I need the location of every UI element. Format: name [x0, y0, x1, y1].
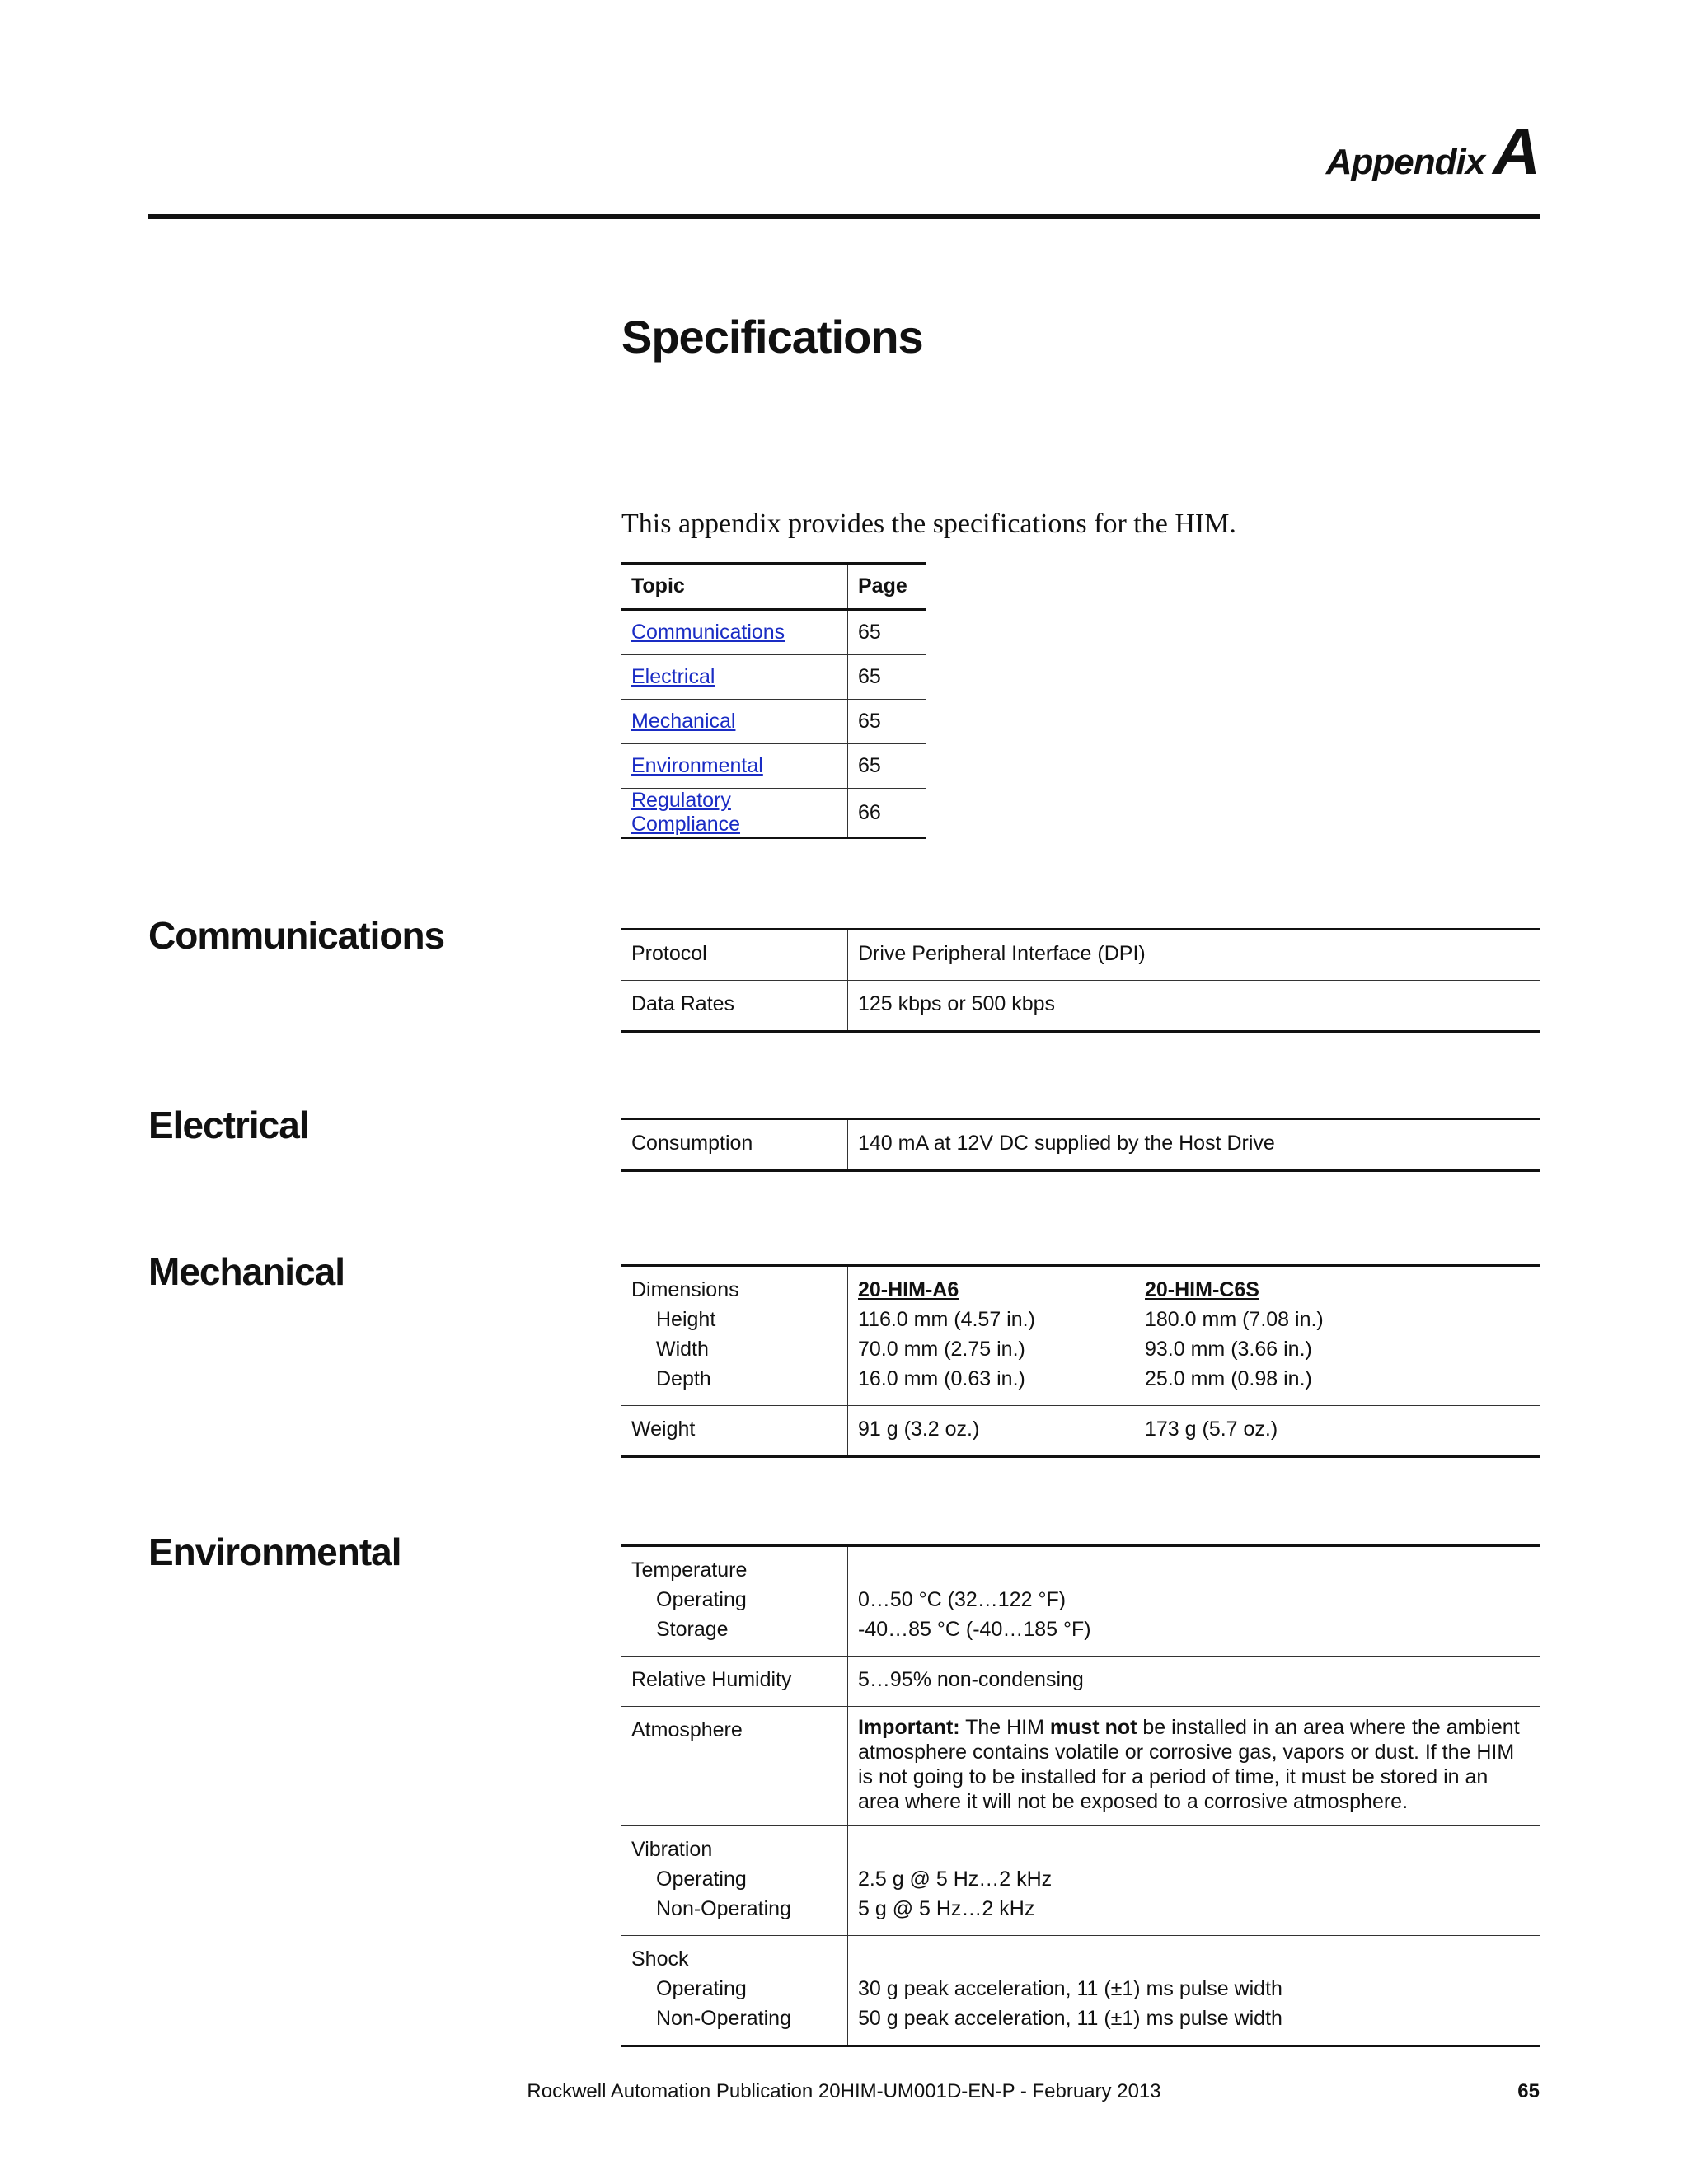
model-a-header: 20-HIM-A6: [858, 1278, 959, 1301]
table-row: [621, 1826, 1540, 1936]
spec-label: Consumption: [621, 1119, 848, 1171]
depth-label: Depth: [656, 1367, 711, 1390]
spec-label: [621, 1546, 848, 1657]
header-rule: [148, 214, 1540, 219]
toc-page: 66: [848, 789, 927, 838]
spec-value: [848, 1707, 1540, 1826]
topic-table-header: [621, 564, 926, 610]
toc-link-environmental[interactable]: Environmental: [631, 754, 763, 777]
temperature-label: Temperature: [631, 1558, 748, 1582]
table-row: [621, 981, 1540, 1032]
temperature-storage-value: -40…85 °C (-40…185 °F): [858, 1618, 1091, 1641]
height-label: Height: [656, 1308, 716, 1331]
width-a: 70.0 mm (2.75 in.): [858, 1338, 1025, 1361]
depth-b: 25.0 mm (0.98 in.): [1145, 1367, 1312, 1390]
spec-label: Atmosphere: [621, 1707, 848, 1826]
appendix-letter: A: [1493, 115, 1540, 188]
table-row: [621, 700, 926, 744]
spec-value: 125 kbps or 500 kbps: [848, 981, 1540, 1032]
environmental-heading: Environmental: [148, 1530, 401, 1573]
spec-value: [848, 1546, 1540, 1657]
page-title: Specifications: [621, 311, 923, 363]
spec-value: Drive Peripheral Interface (DPI): [848, 930, 1540, 981]
spec-label: Weight: [621, 1406, 848, 1457]
height-b: 180.0 mm (7.08 in.): [1145, 1308, 1324, 1331]
table-row: [621, 610, 926, 655]
vibration-nonop-label: Non-Operating: [656, 1897, 791, 1920]
temperature-operating-label: Operating: [656, 1588, 747, 1611]
shock-label: Shock: [631, 1947, 689, 1971]
vibration-label: Vibration: [631, 1838, 713, 1861]
spec-label: [621, 1936, 848, 2046]
appendix-label: [1326, 114, 1540, 190]
electrical-table: [621, 1118, 1540, 1172]
table-row: [621, 930, 1540, 981]
spec-label: Data Rates: [621, 981, 848, 1032]
toc-link-communications[interactable]: Communications: [631, 621, 785, 644]
mechanical-heading: Mechanical: [148, 1250, 345, 1293]
spec-value: [848, 1406, 1540, 1457]
shock-nonop-label: Non-Operating: [656, 2007, 791, 2030]
height-a: 116.0 mm (4.57 in.): [858, 1308, 1035, 1331]
spec-label: Protocol: [621, 930, 848, 981]
toc-page: 65: [848, 610, 927, 655]
table-row: [621, 1266, 1540, 1406]
weight-a: 91 g (3.2 oz.): [858, 1418, 980, 1441]
table-row: [621, 1657, 1540, 1707]
toc-link-mechanical[interactable]: Mechanical: [631, 710, 736, 733]
appendix-word: Appendix: [1325, 142, 1485, 182]
footer-publication: Rockwell Automation Publication 20HIM-UM001D-EN-P - February 2013: [527, 2080, 1161, 2102]
dimensions-label: Dimensions: [631, 1278, 739, 1301]
shock-operating-label: Operating: [656, 1977, 747, 2000]
atmosphere-text-part: be installed in an area where the ambient atmosphere contains volatile or corrosive gas, vapors or dust. If the HIM is not going to be installed for a period of time, it must be stored in an area where it will not be exposed to a corrosive atmosphere.: [858, 1716, 1520, 1813]
spec-label: [621, 1266, 848, 1406]
spec-value: [848, 1936, 1540, 2046]
important-label: Important:: [858, 1716, 960, 1739]
toc-page: 65: [848, 655, 927, 700]
spec-value: [848, 1826, 1540, 1936]
vibration-operating-value: 2.5 g @ 5 Hz…2 kHz: [858, 1868, 1053, 1891]
atmosphere-text-part: The HIM: [959, 1716, 1050, 1739]
spec-value: 140 mA at 12V DC supplied by the Host Drive: [848, 1119, 1540, 1171]
mechanical-table: [621, 1264, 1540, 1458]
table-row: [621, 1546, 1540, 1657]
vibration-operating-label: Operating: [656, 1868, 747, 1891]
topic-table: [621, 562, 926, 839]
page-number: 65: [1517, 2080, 1540, 2102]
temperature-operating-value: 0…50 °C (32…122 °F): [858, 1588, 1067, 1611]
table-row: [621, 1707, 1540, 1826]
intro-text: This appendix provides the specifications for the HIM.: [621, 509, 1236, 539]
table-row: [621, 789, 926, 838]
must-not-text: must not: [1049, 1716, 1137, 1739]
table-row: [621, 1936, 1540, 2046]
width-b: 93.0 mm (3.66 in.): [1145, 1338, 1312, 1361]
communications-table: [621, 928, 1540, 1033]
table-row: [621, 1406, 1540, 1457]
weight-b: 173 g (5.7 oz.): [1145, 1418, 1278, 1441]
electrical-heading: Electrical: [148, 1104, 309, 1146]
vibration-nonop-value: 5 g @ 5 Hz…2 kHz: [858, 1897, 1035, 1920]
spec-label: Relative Humidity: [621, 1657, 848, 1707]
depth-a: 16.0 mm (0.63 in.): [858, 1367, 1025, 1390]
table-row: [621, 655, 926, 700]
toc-page: 65: [848, 700, 927, 744]
spec-value: 5…95% non-condensing: [848, 1657, 1540, 1707]
shock-nonop-value: 50 g peak acceleration, 11 (±1) ms pulse width: [858, 2007, 1282, 2030]
width-label: Width: [656, 1338, 709, 1361]
shock-operating-value: 30 g peak acceleration, 11 (±1) ms pulse width: [858, 1977, 1282, 2000]
spec-label: [621, 1826, 848, 1936]
atmosphere-text: [858, 1715, 1530, 1814]
page-header: Page: [848, 564, 927, 610]
table-row: [621, 744, 926, 789]
topic-header: Topic: [621, 564, 848, 610]
model-b-header: 20-HIM-C6S: [1145, 1278, 1259, 1301]
toc-link-electrical[interactable]: Electrical: [631, 665, 715, 688]
table-row: [621, 1119, 1540, 1171]
toc-page: 65: [848, 744, 927, 789]
toc-link-regulatory-compliance[interactable]: Regulatory Compliance: [631, 789, 741, 836]
spec-value: [848, 1266, 1540, 1406]
temperature-storage-label: Storage: [656, 1618, 729, 1641]
environmental-table: [621, 1544, 1540, 2047]
communications-heading: Communications: [148, 914, 445, 957]
